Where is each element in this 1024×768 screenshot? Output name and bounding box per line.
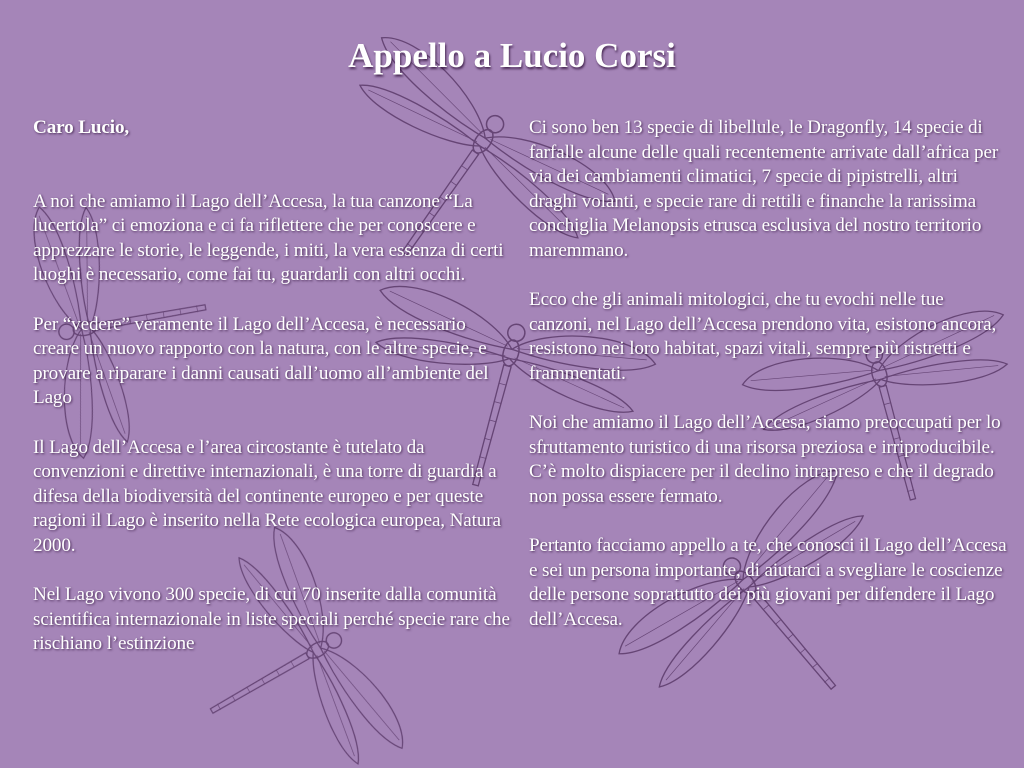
- left-column: [33, 116, 513, 681]
- paragraph: Ecco che gli animali mitologici, che tu evochi nelle tue canzoni, nel Lago dell’Accesa prendono vita, esistono ancora, resistono nei loro habitat, spazi vitali, sempre più ristretti e frammentati.: [529, 289, 997, 384]
- paragraph: Nel Lago vivono 300 specie, di cui 70 inserite dalla comunità scientifica internazionale in liste speciali perché specie rare che rischiano l’estinzione: [33, 584, 510, 655]
- paragraph: Il Lago dell’Accesa e l’area circostante è tutelato da convenzioni e direttive internazionali, è una torre di guardia a difesa della biodiversità del continente europeo e per queste ragioni il Lago è inserito nella Rete ecologica europea, Natura 2000.: [33, 436, 501, 556]
- greeting: Caro Lucio,: [33, 117, 130, 138]
- paragraph: Per “vedere” veramente il Lago dell’Accesa, è necessario creare un nuovo rapporto con la natura, con le altre specie, e provare a riparare i danni causati dall’uomo all’ambiente del Lago: [33, 313, 489, 409]
- right-column: [529, 116, 1007, 657]
- paragraph: A noi che amiamo il Lago dell’Accesa, la tua canzone “La lucertola” ci emoziona e ci fa riflettere che per conoscere e apprezzare le storie, le leggende, i miti, la vera essenza di certi luoghi è necessario, come fai tu, guardarli con altri occhi.: [33, 190, 504, 286]
- paragraph: Pertanto facciamo appello a te, che conosci il Lago dell’Accesa e sei un persona importante, di aiutarci a svegliare le coscienze delle persone soprattutto dei più giovani per difendere il Lago dell’Accesa.: [529, 535, 1007, 630]
- page-title: Appello a Lucio Corsi: [348, 36, 676, 75]
- paragraph: Noi che amiamo il Lago dell’Accesa, siamo preoccupati per lo sfruttamento turistico di una risorsa preziosa e irriproducibile. C’è molto dispiacere per il declino intrapreso e che il degrado non possa essere fermato.: [529, 412, 1001, 507]
- paragraph: Ci sono ben 13 specie di libellule, le Dragonfly, 14 specie di farfalle alcune delle quali recentemente arrivate dall’africa per via dei cambiamenti climatici, 7 specie di pipistrelli, altri draghi volanti, e specie rare di rettili e finanche la rarissima conchiglia Melanopsis etrusca esclusiva del nostro territorio maremmano.: [529, 117, 999, 261]
